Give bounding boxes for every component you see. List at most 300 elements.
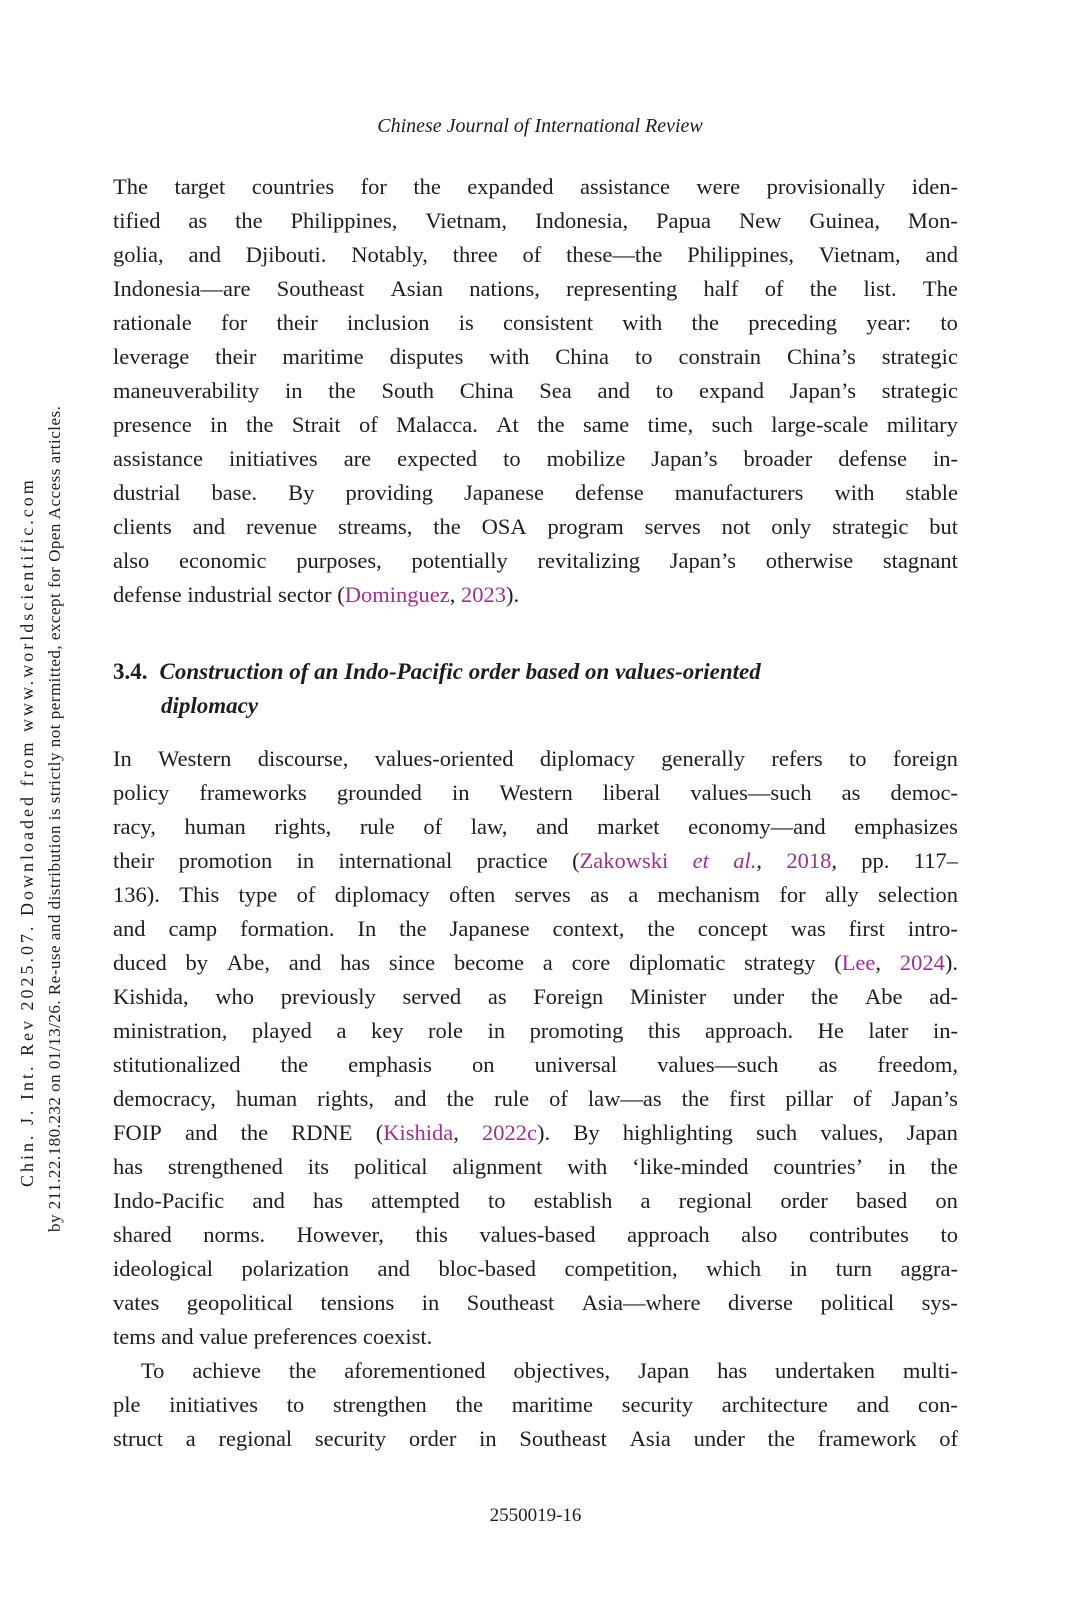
text-line (113, 340, 958, 374)
word-token (402, 980, 461, 1014)
word-token (656, 204, 711, 238)
word-token (113, 408, 192, 442)
word-token (603, 776, 660, 810)
text-run: the (537, 412, 565, 437)
citation-link[interactable]: Zakowski (579, 848, 669, 873)
text-line (113, 1286, 958, 1320)
text-run: Japan (906, 1120, 958, 1145)
section-heading (113, 655, 958, 723)
word-token (651, 442, 717, 476)
text-run: its (307, 1154, 329, 1179)
text-run: inclusion (346, 310, 430, 335)
text-run: ). (537, 1120, 551, 1145)
word-token (539, 374, 572, 408)
word-token (241, 1116, 269, 1150)
text-run: political (353, 1154, 428, 1179)
text-run: ( (572, 848, 580, 873)
word-token (515, 878, 571, 912)
word-token (169, 1388, 258, 1422)
text-run: in (296, 848, 315, 873)
text-run: values, (820, 1120, 884, 1145)
text-run: the (647, 916, 675, 941)
word-token (344, 442, 371, 476)
word-token (227, 946, 270, 980)
text-run: this (415, 1222, 448, 1247)
text-run: Abe, (226, 950, 270, 975)
word-token (469, 272, 540, 306)
text-run: maritime (282, 344, 364, 369)
word-token (918, 1388, 958, 1422)
word-token (657, 1048, 778, 1082)
text-run: as (487, 984, 507, 1009)
word-token (500, 776, 573, 810)
citation-link[interactable]: 2018 (786, 848, 832, 873)
word-token (820, 1286, 894, 1320)
word-token (113, 844, 154, 878)
word-token (289, 1354, 317, 1388)
text-run: formation. (240, 916, 335, 941)
text-run: human (235, 1086, 298, 1111)
text-run: a (628, 882, 639, 907)
text-run: in (421, 1290, 440, 1315)
word-token (923, 272, 958, 306)
text-run: Vietnam, (818, 242, 901, 267)
word-token (866, 306, 911, 340)
text-run: ). (944, 950, 958, 975)
word-token (113, 306, 192, 340)
word-token (878, 878, 958, 912)
text-run: Philippines, (687, 242, 795, 267)
text-run: tems and value preferences coexist. (113, 1324, 433, 1349)
word-token (297, 1218, 384, 1252)
citation-link[interactable]: et (692, 848, 709, 873)
text-run: Minister (629, 984, 707, 1009)
word-token (240, 912, 334, 946)
text-line (113, 980, 958, 1014)
word-token (188, 204, 207, 238)
word-token (113, 1422, 163, 1456)
word-token (452, 776, 470, 810)
text-run: polarization (241, 1256, 349, 1281)
word-token (359, 408, 378, 442)
word-token (864, 272, 897, 306)
word-token (785, 1082, 832, 1116)
text-run: providing (345, 480, 433, 505)
text-run: norms. (203, 1222, 266, 1247)
word-token (645, 510, 701, 544)
text-run: discourse, (257, 746, 349, 771)
text-run: foreign (892, 746, 958, 771)
word-token (908, 912, 958, 946)
word-token (453, 238, 498, 272)
citation-link[interactable]: Lee (841, 950, 876, 975)
text-run: ple (113, 1392, 141, 1417)
text-run: in (487, 1018, 506, 1043)
text-run: law—as (587, 1086, 662, 1111)
text-run: target (174, 174, 226, 199)
word-token (345, 476, 433, 510)
word-token (479, 1218, 595, 1252)
text-run: the (691, 310, 719, 335)
text-run: South (381, 378, 434, 403)
text-run: to (940, 1222, 958, 1247)
word-token (113, 980, 189, 1014)
word-token (629, 946, 725, 980)
word-token (682, 1082, 710, 1116)
word-token (553, 912, 625, 946)
text-run: of (939, 1426, 958, 1451)
word-token (381, 374, 434, 408)
word-token (722, 1388, 828, 1422)
word-token (901, 1252, 958, 1286)
text-run: in (479, 1426, 497, 1451)
text-line (113, 912, 958, 946)
text-run: camp (168, 916, 218, 941)
text-run: mobilize (546, 446, 626, 471)
word-token (344, 1354, 485, 1388)
text-run: for (360, 174, 387, 199)
text-line (113, 544, 958, 578)
word-token (787, 340, 856, 374)
text-run: representing (566, 276, 678, 301)
citation-link[interactable]: 2022c (482, 1120, 538, 1145)
word-token (203, 1218, 265, 1252)
word-token (675, 476, 804, 510)
text-run: By (288, 480, 315, 505)
word-token (597, 374, 630, 408)
text-run: strategic (881, 344, 958, 369)
word-token (291, 1116, 352, 1150)
word-token (479, 1422, 497, 1456)
text-run: RDNE (291, 1120, 353, 1145)
word-token (648, 1014, 681, 1048)
word-token (890, 776, 957, 810)
text-run: for (220, 310, 248, 335)
text-line (113, 1388, 958, 1422)
word-token (375, 742, 514, 776)
text-run: streams, (338, 514, 413, 539)
text-run: promoting (529, 1018, 624, 1043)
text-run: the (930, 1154, 958, 1179)
body-paragraph-1 (113, 170, 958, 612)
word-token (274, 810, 331, 844)
word-token (179, 878, 219, 912)
text-run: market (597, 814, 660, 839)
text-run: Japan’s (651, 446, 718, 471)
text-run: rule (494, 1086, 530, 1111)
word-token (534, 1184, 613, 1218)
word-token (811, 980, 839, 1014)
text-run: program (547, 514, 624, 539)
word-token (566, 272, 677, 306)
word-token (291, 204, 398, 238)
text-run: time, (647, 412, 694, 437)
word-token (472, 1048, 495, 1082)
text-run: approach (627, 1222, 710, 1247)
text-run: universal (534, 1052, 618, 1077)
text-run: Japan’s (669, 548, 736, 573)
text-run: Papua (656, 208, 712, 233)
word-token (661, 742, 745, 776)
word-token (360, 810, 395, 844)
text-run: first (729, 1086, 766, 1111)
text-run: He (817, 1018, 844, 1043)
text-run: and (394, 1086, 427, 1111)
word-token (425, 204, 507, 238)
text-run: the (280, 1052, 309, 1077)
word-token (877, 1048, 958, 1082)
word-token (640, 1184, 650, 1218)
text-run: vates (113, 1290, 160, 1315)
text-run: selection (878, 882, 958, 907)
text-run: liberal (602, 780, 661, 805)
text-run: the (433, 514, 461, 539)
text-run: international (338, 848, 453, 873)
text-run: Indonesia, (534, 208, 629, 233)
text-run: with (567, 1154, 608, 1179)
word-token (882, 340, 958, 374)
word-token (179, 544, 266, 578)
text-line (113, 374, 958, 408)
word-token (113, 1184, 224, 1218)
word-token (771, 742, 822, 776)
text-run: Asian (390, 276, 443, 301)
word-token (477, 844, 548, 878)
text-run: architecture (721, 1392, 828, 1417)
text-run: defense (575, 480, 644, 505)
text-run: dustrial (113, 480, 181, 505)
word-token (113, 912, 146, 946)
word-token (930, 1150, 958, 1184)
text-run: with (834, 480, 875, 505)
running-head: Chinese Journal of International Review (377, 115, 703, 137)
section-number: 3.4. (113, 659, 148, 684)
text-run: presence (113, 412, 192, 437)
word-token (744, 442, 813, 476)
word-token (933, 1014, 958, 1048)
text-run: of (423, 814, 443, 839)
text-run: provisionally (766, 174, 886, 199)
word-token (252, 1184, 285, 1218)
word-token (929, 510, 958, 544)
word-token (361, 170, 387, 204)
word-token (892, 1082, 958, 1116)
text-run: 117– (913, 848, 958, 873)
section-heading-line-2: diplomacy (161, 693, 259, 718)
word-token (790, 1252, 808, 1286)
text-line (113, 742, 958, 776)
text-run: a (542, 950, 553, 975)
text-run: consistent (502, 310, 593, 335)
text-run: and (925, 242, 958, 267)
word-token (533, 980, 603, 1014)
text-run: in- (932, 446, 958, 471)
text-line (113, 1320, 958, 1354)
word-token (439, 1252, 536, 1286)
word-token (537, 408, 565, 442)
word-token (658, 878, 760, 912)
text-line (113, 1048, 958, 1082)
word-token (187, 1286, 293, 1320)
text-run: promotion (178, 848, 273, 873)
word-token (467, 1286, 555, 1320)
text-run: human (184, 814, 246, 839)
text-run: assistance (113, 446, 203, 471)
text-run: duced (113, 950, 167, 975)
word-token (630, 1422, 671, 1456)
word-token (679, 1184, 753, 1218)
text-run: turn (835, 1256, 872, 1281)
word-token (113, 442, 203, 476)
word-token (113, 1286, 159, 1320)
word-token (496, 408, 519, 442)
text-line (113, 1354, 958, 1388)
word-token (252, 1014, 312, 1048)
text-run: serves (514, 882, 571, 907)
text-run: order (780, 1188, 828, 1213)
word-token (882, 374, 958, 408)
text-run: Indonesia—are (113, 276, 251, 301)
word-token (756, 1116, 797, 1150)
text-run: and (252, 1188, 285, 1213)
word-token (538, 544, 640, 578)
text-line (113, 1082, 958, 1116)
text-run: core (571, 950, 611, 975)
word-token (315, 1422, 386, 1456)
word-token (818, 1014, 844, 1048)
citation-link[interactable]: al. (733, 848, 757, 873)
text-run: rule (359, 814, 395, 839)
citation-link[interactable]: Kishida (383, 1120, 454, 1145)
word-token (648, 408, 694, 442)
text-run: since (388, 950, 436, 975)
word-token (705, 1014, 793, 1048)
text-line (113, 272, 958, 306)
word-token (397, 442, 477, 476)
text-run: were (696, 174, 741, 199)
word-token (696, 170, 740, 204)
text-run: ( (375, 1120, 384, 1145)
text-run: on (472, 1052, 495, 1077)
text-line (113, 1252, 958, 1286)
text-run: This (179, 882, 220, 907)
text-run: of (549, 1086, 568, 1111)
word-token (296, 544, 382, 578)
word-token (748, 306, 837, 340)
word-token (192, 1354, 261, 1388)
word-token (832, 510, 908, 544)
word-token (729, 1082, 765, 1116)
page-number: 2550019-16 (489, 1505, 582, 1526)
word-token (184, 810, 245, 844)
word-token (699, 374, 764, 408)
citation-link[interactable]: Dominguez (344, 582, 450, 607)
text-run: generally (661, 746, 745, 771)
text-run: and (377, 1256, 410, 1281)
text-run: rights, (274, 814, 332, 839)
text-run: key (371, 1018, 404, 1043)
word-token (549, 1082, 568, 1116)
text-run: Malacca. (396, 412, 478, 437)
text-run: initiatives (169, 1392, 258, 1417)
word-token (447, 1082, 475, 1116)
text-run: the (235, 208, 263, 233)
word-token (289, 946, 322, 980)
text-line (113, 170, 958, 204)
text-run: con- (917, 1392, 958, 1417)
word-token (113, 1082, 216, 1116)
word-token (834, 476, 874, 510)
citation-link[interactable]: 2023 (461, 582, 507, 607)
text-run: Notably, (351, 242, 428, 267)
word-token (464, 476, 544, 510)
text-run: and (188, 242, 221, 267)
word-token (567, 1150, 607, 1184)
text-run: In (357, 916, 377, 941)
word-token (218, 1422, 292, 1456)
text-run: diplomatic (629, 950, 726, 975)
word-token (113, 272, 250, 306)
text-run: values—such (657, 1052, 779, 1077)
text-run: rationale (113, 310, 192, 335)
word-token (572, 946, 611, 980)
word-token (428, 1014, 463, 1048)
text-run: Indo-Pacific (113, 1188, 225, 1213)
word-token (580, 170, 670, 204)
word-token (186, 946, 209, 980)
word-token (543, 946, 553, 980)
word-token (390, 272, 443, 306)
text-run: OSA (481, 514, 527, 539)
text-run: of (522, 242, 542, 267)
text-run: these—the (566, 242, 663, 267)
word-token (168, 912, 217, 946)
text-run: Sea (539, 378, 572, 403)
word-token (357, 912, 376, 946)
word-token (868, 1014, 908, 1048)
word-token (113, 1014, 227, 1048)
text-run: aforementioned (344, 1358, 486, 1383)
word-token (113, 878, 160, 912)
text-run: approach. (705, 1018, 794, 1043)
word-token (450, 912, 530, 946)
text-run: their (113, 848, 155, 873)
text-run: framework (817, 1426, 917, 1451)
citation-link[interactable]: 2024 (899, 950, 945, 975)
word-token (733, 844, 762, 878)
text-line (113, 1014, 958, 1048)
text-run: for (779, 882, 806, 907)
text-run: served (402, 984, 462, 1009)
word-token (935, 1184, 958, 1218)
word-token (627, 1218, 709, 1252)
word-token (389, 946, 435, 980)
word-token (908, 204, 958, 238)
word-token (246, 238, 327, 272)
word-token (790, 374, 856, 408)
text-run: by (185, 950, 209, 975)
word-token (396, 408, 478, 442)
text-run: Abe (865, 984, 903, 1009)
text-run: Djibouti. (245, 242, 327, 267)
text-run: emphasizes (854, 814, 958, 839)
word-token (572, 844, 668, 878)
text-run: The (922, 276, 958, 301)
word-token (582, 1286, 701, 1320)
text-run: revitalizing (537, 548, 640, 573)
text-run: The (113, 174, 148, 199)
word-token (883, 544, 958, 578)
